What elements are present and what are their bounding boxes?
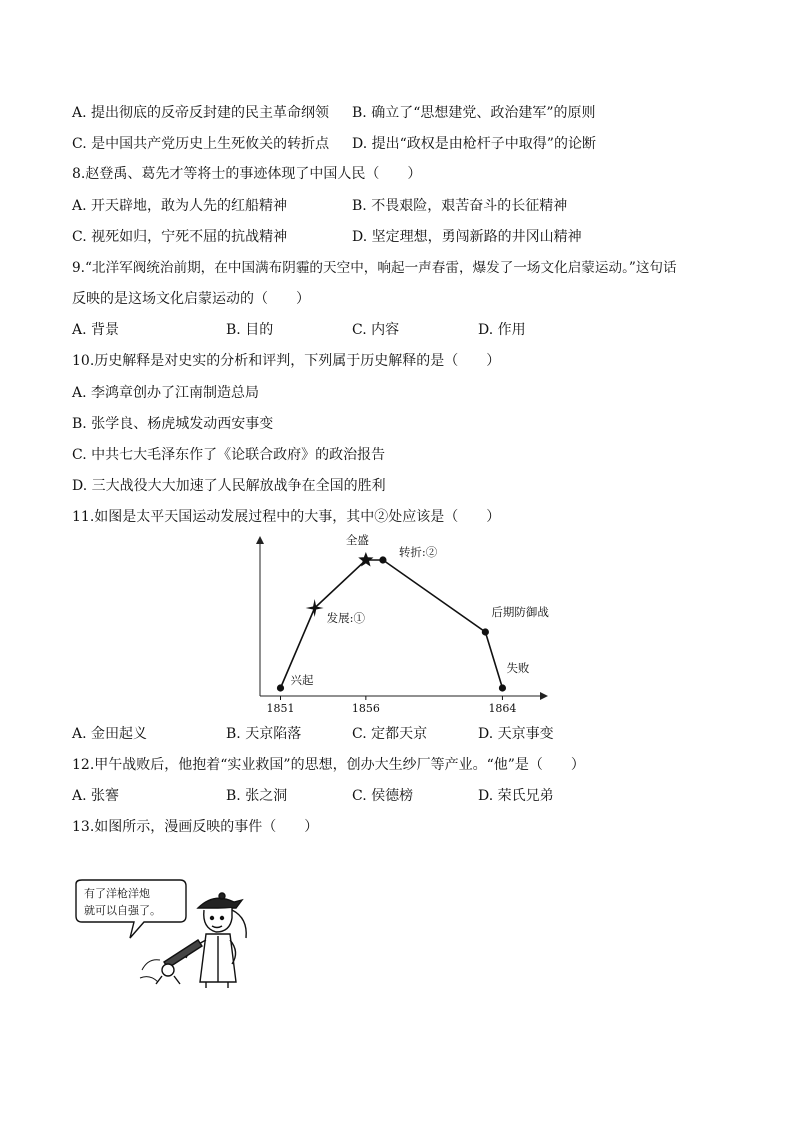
taiping-timeline-chart	[250, 534, 550, 720]
qing-official-cartoon	[72, 878, 252, 990]
data-point-6	[499, 684, 506, 691]
q9-stem-line2: 反映的是这场文化启蒙运动的（ ）	[72, 291, 310, 307]
y-axis-arrow-icon	[256, 536, 264, 544]
q10-stem: 10.历史解释是对史实的分析和评判，下列属于历史解释的是（ ）	[72, 353, 501, 369]
official-figure-icon	[186, 893, 246, 988]
q7-option-a: A. 提出彻底的反帝反封建的民主革命纲领	[72, 105, 330, 121]
q12-option-b: B. 张之洞	[226, 788, 288, 804]
q7-option-b: B. 确立了“思想建党、政治建军”的原则	[352, 105, 596, 121]
q8-option-c: C. 视死如归，宁死不屈的抗战精神	[72, 229, 288, 245]
q11-option-c: C. 定都天京	[352, 726, 428, 742]
q11-option-a: A. 金田起义	[72, 726, 148, 742]
data-point-5	[482, 628, 489, 635]
q9-stem-line1: 9.“北洋军阀统治前期，在中国满布阴霾的天空中，响起一声春雷，爆发了一场文化启蒙运动。”这句话	[72, 260, 677, 276]
x-tick-label-1856: 1856	[351, 702, 380, 715]
q11-option-d: D. 天京事变	[478, 726, 554, 742]
bubble-text-line1: 有了洋枪洋炮	[84, 887, 150, 900]
q9-option-b: B. 目的	[226, 322, 274, 338]
q10-option-c: C. 中共七大毛泽东作了《论联合政府》的政治报告	[72, 447, 386, 463]
series-line	[280, 560, 502, 688]
q12-stem: 12.甲午战败后，他抱着“实业救国”的思想，创办大生纱厂等产业。“他”是（ ）	[72, 757, 585, 773]
q12-option-d: D. 荣氏兄弟	[478, 788, 554, 804]
point-label-4: 转折:②	[398, 545, 438, 559]
point-label-5: 后期防御战	[491, 605, 549, 619]
q7-option-c: C. 是中国共产党历史上生死攸关的转折点	[72, 136, 330, 152]
q11-stem: 11.如图是太平天国运动发展过程中的大事，其中②处应该是（ ）	[72, 509, 501, 525]
q13-stem: 13.如图所示，漫画反映的事件（ ）	[72, 819, 319, 835]
x-tick-label-1864: 1864	[488, 702, 517, 715]
q8-stem: 8.赵登禹、葛先才等将士的事迹体现了中国人民（ ）	[72, 166, 422, 182]
q10-option-a: A. 李鸿章创办了江南制造总局	[72, 385, 260, 401]
q10-option-d: D. 三大战役大大加速了人民解放战争在全国的胜利	[72, 478, 386, 494]
point-label-2: 发展:①	[326, 611, 366, 625]
q12-option-a: A. 张謇	[72, 788, 120, 804]
q10-option-b: B. 张学良、杨虎城发动西安事变	[72, 416, 274, 432]
bubble-text-line2: 就可以自强了。	[84, 904, 161, 917]
data-point-1	[277, 684, 284, 691]
x-axis-arrow-icon	[540, 692, 548, 700]
motion-lines	[140, 960, 160, 982]
q8-option-d: D. 坚定理想，勇闯新路的井冈山精神	[352, 229, 582, 245]
q9-option-d: D. 作用	[478, 322, 526, 338]
x-tick-label-1851: 1851	[266, 702, 295, 715]
q8-option-b: B. 不畏艰险，艰苦奋斗的长征精神	[352, 198, 568, 214]
q11-option-b: B. 天京陷落	[226, 726, 302, 742]
point-label-6: 失败	[506, 661, 530, 675]
q7-option-d: D. 提出“政权是由枪杆子中取得”的论断	[352, 136, 596, 152]
q9-option-c: C. 内容	[352, 322, 400, 338]
cannon-icon	[156, 940, 202, 984]
point-label-1: 兴起	[290, 673, 314, 687]
data-point-4	[379, 556, 386, 563]
q9-option-a: A. 背景	[72, 322, 120, 338]
q12-option-c: C. 侯德榜	[352, 788, 414, 804]
q8-option-a: A. 开天辟地，敢为人先的红船精神	[72, 198, 288, 214]
point-label-3: 全盛	[345, 534, 369, 547]
